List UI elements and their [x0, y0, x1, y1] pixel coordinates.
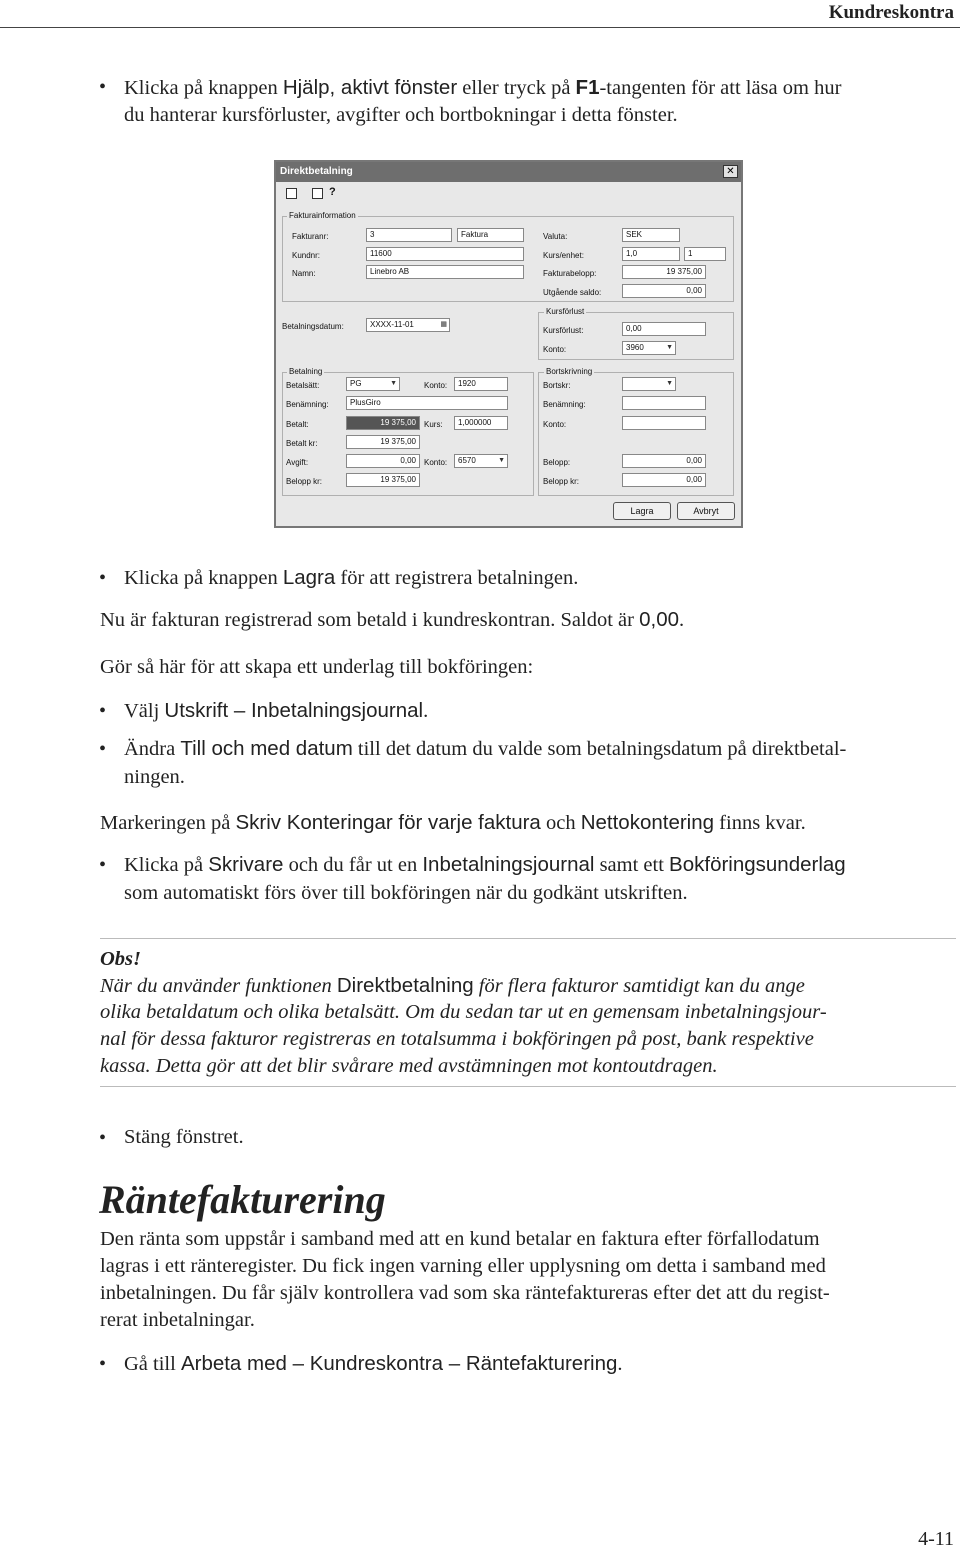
section-line4: rerat inbetalningar. — [100, 1309, 255, 1331]
kurs-enhet-label: Kurs/enhet: — [543, 251, 584, 260]
belopp-kr2-label: Belopp kr: — [543, 477, 580, 486]
bullet-symbol: • — [99, 76, 107, 98]
namn-label: Namn: — [292, 269, 316, 278]
obs-top-rule — [100, 938, 956, 939]
valuta-label: Valuta: — [543, 232, 568, 241]
fakturabelopp-field[interactable]: 19 375,00 — [622, 265, 706, 279]
bullet-symbol: • — [99, 854, 107, 876]
chevron-down-icon: ▼ — [666, 380, 673, 387]
betalsatt-label: Betalsätt: — [286, 381, 320, 390]
section-line1: Den ränta som uppstår i samband med att en kund betalar en faktura efter förfallodatum — [100, 1228, 820, 1250]
benamning-field[interactable]: PlusGiro — [346, 396, 508, 410]
bortskr-benamning-label: Benämning: — [543, 400, 586, 409]
kursforlust-title: Kursförlust — [546, 307, 585, 316]
bullet-symbol: • — [99, 738, 107, 760]
bullet-symbol: • — [99, 567, 107, 589]
kurs2-field[interactable]: 1,000000 — [454, 416, 508, 430]
chevron-down-icon: ▼ — [666, 344, 673, 351]
belopp-label: Belopp: — [543, 458, 571, 467]
running-header: Kundreskontra — [828, 2, 954, 23]
betalningsdatum-field[interactable]: XXXX-11-01 ▦ — [366, 318, 450, 332]
valuta-field[interactable]: SEK — [622, 228, 680, 242]
section-line3: inbetalningen. Du får själv kontrollera vad som ska räntefaktureras efter det att du regist- — [100, 1282, 830, 1304]
dialog-titlebar — [276, 162, 741, 182]
page-number: 4-11 — [918, 1528, 954, 1550]
bortskrivning-title: Bortskrivning — [546, 367, 593, 376]
kurs-field[interactable]: 1,0 — [622, 247, 680, 261]
lagra-bullet: Klicka på knappen Lagra för att registrera betalningen. — [124, 566, 579, 589]
kundnr-field[interactable]: 11600 — [366, 247, 524, 261]
markering-paragraph: Markeringen på Skriv Konteringar för varje faktura och Nettokontering finns kvar. — [100, 811, 806, 834]
enhet-field[interactable]: 1 — [684, 247, 726, 261]
betalning-konto-field[interactable]: 1920 — [454, 377, 508, 391]
dialog-title: Direktbetalning — [280, 166, 353, 177]
section-line2: lagras i ett ränteregister. Du fick ingen varning eller upplysning om detta i samband med — [100, 1255, 826, 1277]
kursforlust-konto-label: Konto: — [543, 345, 567, 354]
fakturatyp-field[interactable]: Faktura — [457, 228, 524, 242]
betalt-label: Betalt: — [286, 420, 309, 429]
stang-bullet: Stäng fönstret. — [124, 1126, 244, 1148]
fakturabelopp-label: Fakturabelopp: — [543, 269, 597, 278]
bortskr-select[interactable] — [622, 377, 676, 391]
fakturanr-field[interactable]: 3 — [366, 228, 452, 242]
fakturanr-label: Fakturanr: — [292, 232, 329, 241]
direktbetalning-dialog — [274, 160, 743, 528]
chevron-down-icon: ▼ — [498, 457, 505, 464]
help-icon[interactable]: ? — [329, 186, 336, 198]
close-button[interactable]: ✕ — [723, 165, 738, 178]
kundnr-label: Kundnr: — [292, 251, 321, 260]
skrivare-bullet-line1: Klicka på Skrivare och du får ut en Inbetalningsjournal samt ett Bokföringsunderlag — [124, 853, 846, 876]
belopp-field[interactable]: 0,00 — [622, 454, 706, 468]
lagra-button[interactable]: Lagra — [613, 502, 671, 520]
underlag-paragraph: Gör så här för att skapa ett underlag till bokföringen: — [100, 656, 534, 678]
saldo-paragraph: Nu är fakturan registrerad som betald i kundreskontran. Saldot är 0,00. — [100, 608, 685, 631]
avbryt-button[interactable]: Avbryt — [677, 502, 735, 520]
avgift-field[interactable]: 0,00 — [346, 454, 420, 468]
bullet-symbol: • — [99, 1127, 107, 1149]
benamning-label: Benämning: — [286, 400, 329, 409]
betalningsdatum-label: Betalningsdatum: — [282, 322, 344, 331]
fakturainformation-title: Fakturainformation — [289, 211, 356, 220]
book-icon[interactable] — [312, 188, 323, 199]
bortskr-benamning-field[interactable] — [622, 396, 706, 410]
intro-bullet-line1: Klicka på knappen Hjälp, aktivt fönster eller tryck på F1-tangenten för att läsa om hur — [124, 76, 842, 99]
intro-bullet-line2: du hanterar kursförluster, avgifter och bortbokningar i detta fönster. — [124, 104, 678, 126]
namn-field[interactable]: Linebro AB — [366, 265, 524, 279]
obs-line2: olika betaldatum och olika betalsätt. Om du sedan tar ut en gemensam inbetalningsjour- — [100, 1001, 827, 1023]
header-rule — [0, 27, 960, 28]
utskrift-bullet: Välj Utskrift – Inbetalningsjournal. — [124, 699, 429, 722]
print-icon[interactable] — [286, 188, 297, 199]
datum-bullet-line1: Ändra Till och med datum till det datum du valde som betalningsdatum på direktbetal- — [124, 737, 847, 760]
skrivare-bullet-line2: som automatiskt förs över till bokföringen när du godkänt utskriften. — [124, 882, 688, 904]
obs-line3: nal för dessa fakturor registreras en totalsumma i bokföringen på post, bank respektive — [100, 1028, 814, 1050]
betalt-field[interactable]: 19 375,00 — [346, 416, 420, 430]
kursforlust-label: Kursförlust: — [543, 326, 584, 335]
belopp-kr2-field[interactable]: 0,00 — [622, 473, 706, 487]
avgift-label: Avgift: — [286, 458, 309, 467]
bortskr-label: Bortskr: — [543, 381, 571, 390]
belopp-kr-label: Belopp kr: — [286, 477, 323, 486]
avgift-konto-label: Konto: — [424, 458, 448, 467]
bullet-symbol: • — [99, 700, 107, 722]
betalsatt-select[interactable]: PG ▼ — [346, 377, 400, 391]
kursforlust-konto-select[interactable]: 3960 ▼ — [622, 341, 676, 355]
utgaende-saldo-label: Utgående saldo: — [543, 288, 602, 297]
utgaende-saldo-field[interactable]: 0,00 — [622, 284, 706, 298]
bullet-symbol: • — [99, 1353, 107, 1375]
betalt-kr-field[interactable]: 19 375,00 — [346, 435, 420, 449]
betalt-kr-label: Betalt kr: — [286, 439, 318, 448]
obs-bottom-rule — [100, 1086, 956, 1087]
kurs-label: Kurs: — [424, 420, 443, 429]
calendar-icon[interactable]: ▦ — [440, 321, 447, 328]
datum-bullet-line2: ningen. — [124, 766, 185, 788]
chevron-down-icon: ▼ — [390, 380, 397, 387]
obs-line1: När du använder funktionen Direktbetalning för flera fakturor samtidigt kan du ange — [100, 974, 805, 997]
rantefakturering-bullet: Gå till Arbeta med – Kundreskontra – Räntefakturering. — [124, 1352, 623, 1375]
section-heading: Räntefakturering — [99, 1177, 386, 1222]
avgift-konto-select[interactable]: 6570 ▼ — [454, 454, 508, 468]
betalning-konto-label: Konto: — [424, 381, 448, 390]
obs-line4: kassa. Detta gör att det blir svårare med avstämningen mot kontoutdragen. — [100, 1055, 718, 1077]
betalning-title: Betalning — [289, 367, 323, 376]
bortskr-konto-field[interactable] — [622, 416, 706, 430]
kursforlust-field[interactable]: 0,00 — [622, 322, 706, 336]
obs-title: Obs! — [100, 948, 142, 970]
bortskr-konto-label: Konto: — [543, 420, 567, 429]
belopp-kr-field[interactable]: 19 375,00 — [346, 473, 420, 487]
